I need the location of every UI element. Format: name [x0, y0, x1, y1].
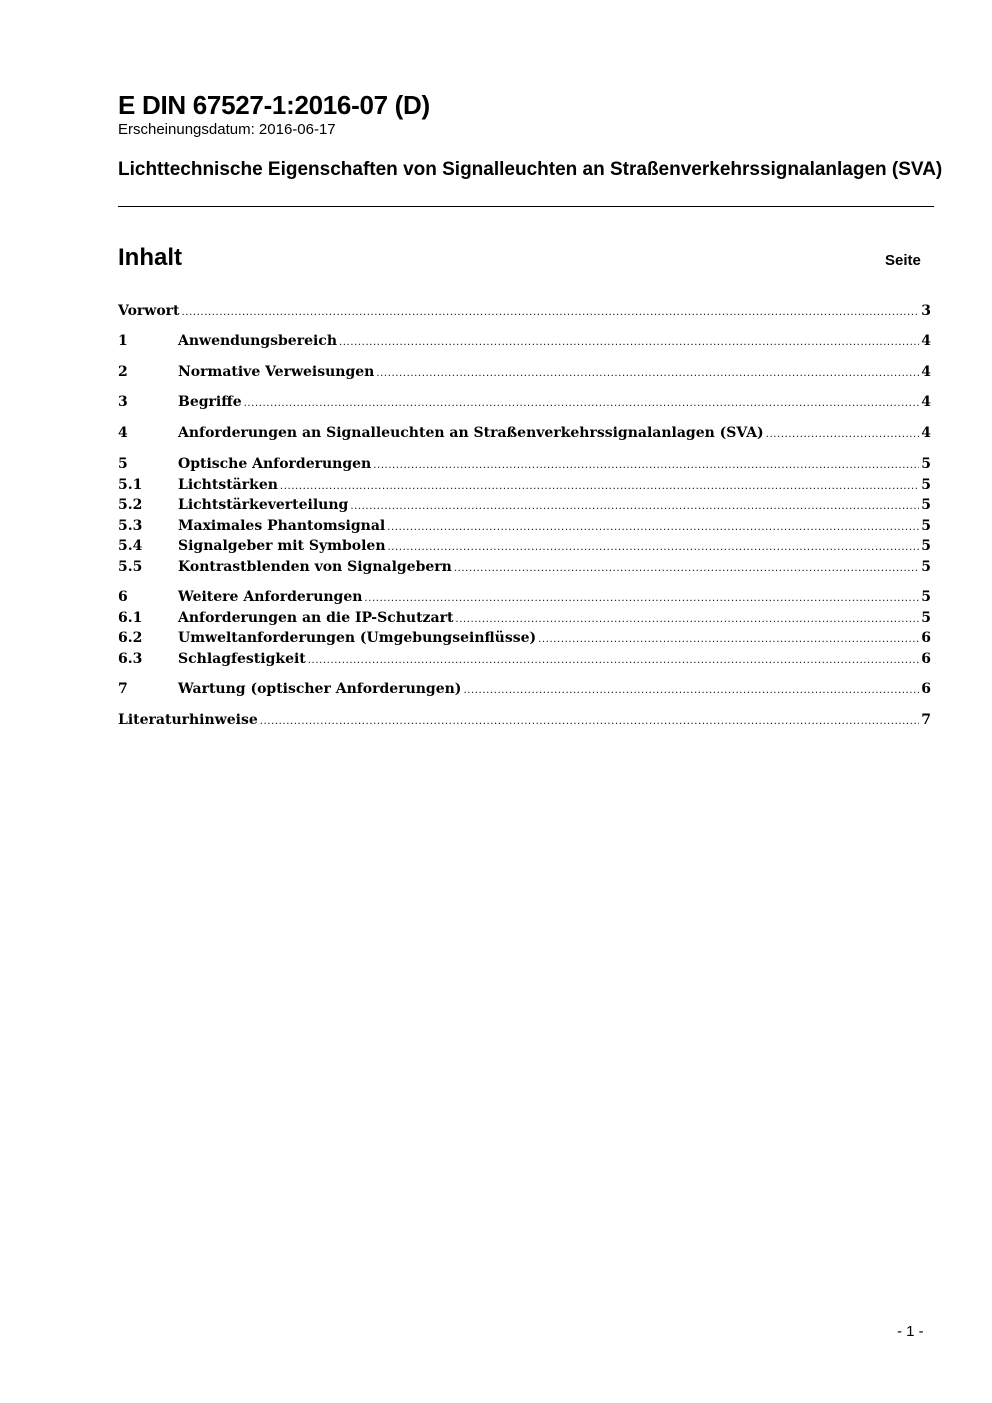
- toc-entry-page: 5: [921, 477, 931, 493]
- toc-entry-text: Kontrastblenden von Signalgebern: [178, 559, 452, 575]
- toc-entry-text: Vorwort: [118, 303, 180, 319]
- toc-entry-3[interactable]: [118, 393, 931, 412]
- toc-entry-page: 4: [921, 394, 931, 410]
- toc-entry-number: 5.2: [118, 497, 143, 513]
- toc-entry-text: Anforderungen an Signalleuchten an Straßenverkehrssignalanlagen (SVA): [178, 425, 764, 441]
- toc-entry-text: Lichtstärkeverteilung: [178, 497, 349, 513]
- toc-entry-1[interactable]: [118, 332, 931, 351]
- toc-entry-number: 5.4: [118, 538, 143, 554]
- toc-entry-text: Anforderungen an die IP-Schutzart: [178, 610, 454, 626]
- toc-page-column-label: Seite: [885, 252, 921, 269]
- toc-leader-dots: [362, 589, 919, 608]
- toc-leader-dots: [764, 425, 920, 444]
- toc-entry-text: Literaturhinweise: [118, 712, 258, 728]
- page-number: - 1 -: [897, 1323, 924, 1340]
- toc-entry-number: 1: [118, 333, 128, 349]
- toc-entry-5-4[interactable]: [118, 537, 931, 556]
- toc-entry-page: 5: [921, 538, 931, 554]
- toc-leader-dots: [278, 477, 919, 496]
- toc-entry-page: 5: [921, 518, 931, 534]
- toc-entry-text: Optische Anforderungen: [178, 456, 372, 472]
- toc-entry-2[interactable]: [118, 363, 931, 382]
- title-divider: [118, 206, 934, 207]
- toc-leader-dots: [371, 456, 919, 475]
- toc-leader-dots: [453, 610, 919, 629]
- toc-entry-page: 6: [921, 681, 931, 697]
- toc-entry-7[interactable]: [118, 680, 931, 699]
- toc-leader-dots: [348, 497, 919, 516]
- toc-entry-5-5[interactable]: [118, 558, 931, 577]
- toc-entry-number: 5: [118, 456, 128, 472]
- toc-entry-6-1[interactable]: [118, 609, 931, 628]
- toc-entry-page: 5: [921, 610, 931, 626]
- toc-entry-number: 6.2: [118, 630, 143, 646]
- document-title: Lichttechnische Eigenschaften von Signalleuchten an Straßenverkehrssignalanlagen (SVA): [118, 159, 943, 180]
- toc-entry-number: 5.5: [118, 559, 143, 575]
- toc-leader-dots: [306, 651, 919, 670]
- toc-entry-5[interactable]: [118, 455, 931, 474]
- toc-leader-dots: [536, 630, 919, 649]
- toc-entry-page: 5: [921, 456, 931, 472]
- toc-entry-page: 6: [921, 630, 931, 646]
- toc-entry-text: Umweltanforderungen (Umgebungseinflüsse): [178, 630, 537, 646]
- toc-entry-5-1[interactable]: [118, 476, 931, 495]
- toc-entry-literaturhinweise[interactable]: [118, 711, 931, 730]
- toc-entry-text: Signalgeber mit Symbolen: [178, 538, 386, 554]
- toc-entry-page: 5: [921, 559, 931, 575]
- toc-entry-page: 4: [921, 364, 931, 380]
- toc-entry-6-3[interactable]: [118, 650, 931, 669]
- toc-entry-text: Wartung (optischer Anforderungen): [178, 681, 462, 697]
- toc-entry-page: 6: [921, 651, 931, 667]
- toc-entry-text: Weitere Anforderungen: [178, 589, 363, 605]
- toc-heading: Inhalt: [118, 244, 182, 271]
- toc-entry-page: 5: [921, 497, 931, 513]
- toc-entry-page: 5: [921, 589, 931, 605]
- toc-entry-page: 4: [921, 333, 931, 349]
- toc-leader-dots: [180, 303, 920, 322]
- toc-entry-number: 2: [118, 364, 128, 380]
- document-id: E DIN 67527-1:2016-07 (D): [118, 90, 430, 120]
- toc-entry-number: 6.1: [118, 610, 143, 626]
- toc-entry-text: Anwendungsbereich: [178, 333, 337, 349]
- toc-leader-dots: [242, 394, 920, 413]
- toc-entry-number: 4: [118, 425, 128, 441]
- toc-leader-dots: [386, 538, 920, 557]
- toc-entry-4[interactable]: [118, 424, 931, 443]
- toc-entry-text: Maximales Phantomsignal: [178, 518, 386, 534]
- publication-date: Erscheinungsdatum: 2016-06-17: [118, 121, 336, 138]
- toc-entry-text: Normative Verweisungen: [178, 364, 375, 380]
- toc-entry-text: Lichtstärken: [178, 477, 278, 493]
- toc-leader-dots: [337, 333, 919, 352]
- toc-leader-dots: [461, 681, 919, 700]
- toc-entry-6[interactable]: [118, 588, 931, 607]
- toc-entry-number: 3: [118, 394, 128, 410]
- toc-entry-number: 5.1: [118, 477, 143, 493]
- toc-entry-page: 7: [921, 712, 931, 728]
- toc-entry-text: Schlagfestigkeit: [178, 651, 306, 667]
- toc-entry-page: 3: [921, 303, 931, 319]
- toc-entry-number: 5.3: [118, 518, 143, 534]
- toc-entry-number: 7: [118, 681, 128, 697]
- toc-leader-dots: [258, 712, 920, 731]
- toc-entry-6-2[interactable]: [118, 629, 931, 648]
- toc-leader-dots: [452, 559, 919, 578]
- toc-entry-5-2[interactable]: [118, 496, 931, 515]
- toc-leader-dots: [385, 518, 919, 537]
- toc-entry-number: 6.3: [118, 651, 143, 667]
- toc-entry-page: 4: [921, 425, 931, 441]
- toc-entry-vorwort[interactable]: [118, 302, 931, 321]
- toc-leader-dots: [374, 364, 919, 383]
- toc-entry-number: 6: [118, 589, 128, 605]
- toc-entry-text: Begriffe: [178, 394, 242, 410]
- toc-entry-5-3[interactable]: [118, 517, 931, 536]
